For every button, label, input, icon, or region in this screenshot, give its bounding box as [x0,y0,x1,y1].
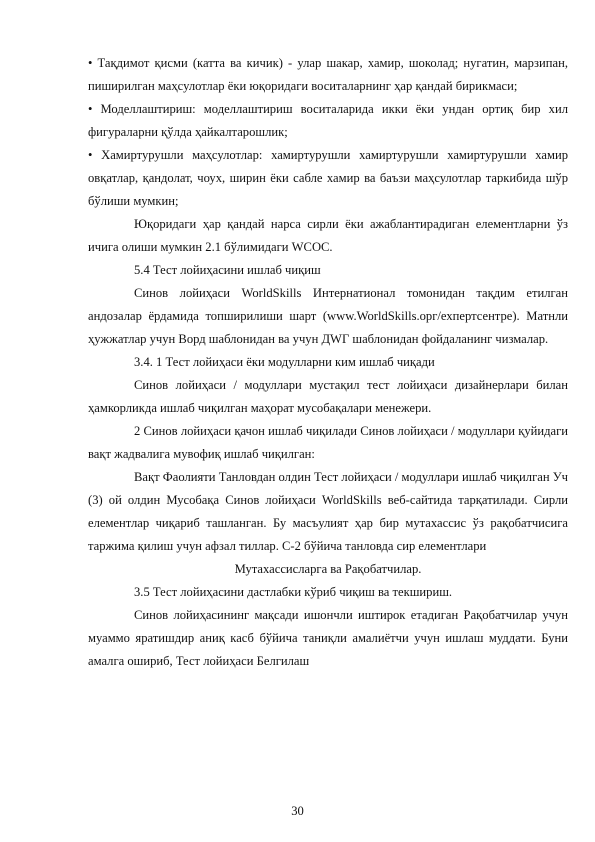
body-paragraph-designers: Синов лойиҳаси / модуллари мустақил тест лойиҳаси дизайнерлари билан ҳамкорликда ишлаб чиқилган маҳорат мусобақалари менежери. [88,378,568,415]
centered-line-experts: Мутахассисларга ва Рақобатчилар. [234,562,422,576]
body-paragraph-timeline: 2 Синов лойиҳаси қачон ишлаб чиқилади Синов лойиҳаси / модуллари қуйидаги вақт жадвалига мувофиқ ишлаб чиқилган: [88,424,568,461]
bullet-paragraph-yeast-products: • Хамиртурушли маҳсулотлар: хамиртурушли хамиртурушли хамиртурушли хамир овқатлар, қандолат, чоух, ширин ёки сабле хамир ва баъзи маҳсулотлар таркибида шўр бўлиши мумкин; [88,148,568,208]
body-paragraph-templates: Синов лойиҳаси WorldSkills Интернатионал томонидан тақдим етилган андозалар ёрдамида топширилиши шарт (www.WorldSkills.орг/ехпертсентре). Матнли ҳужжатлар учун Ворд шаблонидан ва учун ДWГ шаблонидан фойдаланинг чизмалар. [88,286,568,346]
body-paragraph-secret-elements: Юқоридаги ҳар қандай нарса сирли ёки ажаблантирадиган елементларни ўз ичига олиши мумкин 2.1 бўлимидаги WCOC. [88,217,568,254]
body-paragraph-purpose: Синов лойиҳасининг мақсади ишончли иштирок етадиган Рақобатчилар учун муаммо яратишдир аниқ касб бўйича таниқли амалиётчи учун ишлаш муддати. Буни амалга ошириб, Тест лойиҳаси Белгилаш [88,608,568,668]
section-heading-5-4: 5.4 Тест лойиҳасини ишлаб чиқиш [134,263,321,277]
section-heading-3-4: 3.4. 1 Тест лойиҳаси ёки модулларни ким ишлаб чиқади [134,355,435,369]
bullet-paragraph-modelling: • Моделлаштириш: моделлаштириш воситаларида икки ёки ундан ортиқ бир хил фигураларни қўлда ҳайкалтарошлик; [88,102,568,139]
bullet-paragraph-presentation: • Тақдимот қисми (катта ва кичик) - улар шакар, хамир, шоколад; нугатин, марзипан, пиширилган маҳсулотлар ёки юқоридаги воситаларнинг ҳар қандай бирикмаси; [88,56,568,93]
section-heading-3-5: 3.5 Тест лойиҳасини дастлабки кўриб чиқиш ва текшириш. [134,585,453,599]
body-paragraph-schedule: Вақт Фаолияти Танловдан олдин Тест лойиҳаси / модуллари ишлаб чиқилган Уч (3) ой олдин Мусобақа Синов лойиҳаси WorldSkills веб-сайтида тарқатилади. Сирли елементлар чиқариб ташланган. Бу масъулият ҳар бир мутахассис ўз рақобатчисига таржима қилиш учун афзал тиллар. С-2 бўйича танловда сир елементлари [88,470,568,553]
page-number: 30 [291,804,304,818]
document-page [88,52,568,673]
